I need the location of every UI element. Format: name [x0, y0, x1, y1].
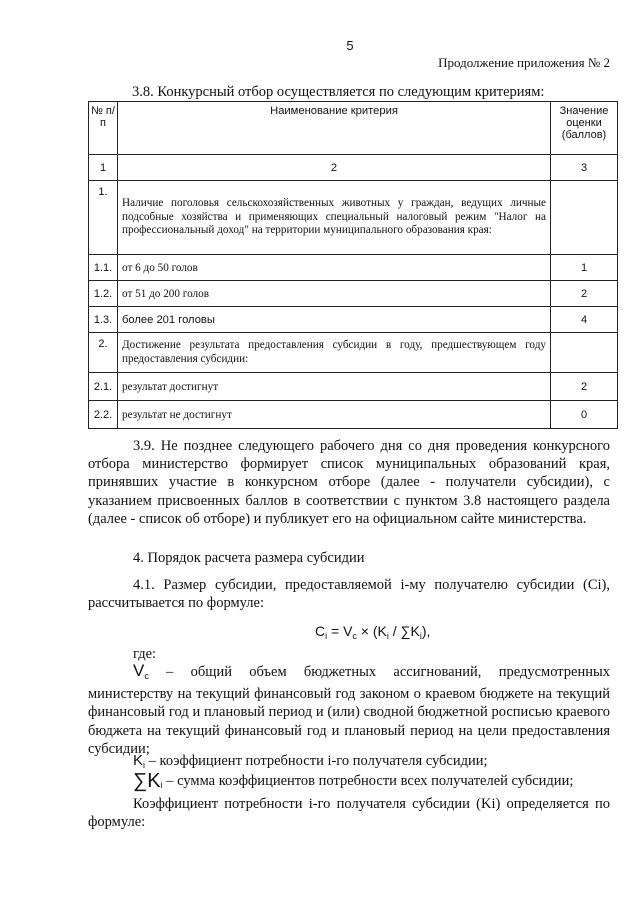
section-4-1-paragraph: 4.1. Размер субсидии, предоставляемой i-му получателю субсидии (Ci), рассчитывается по формуле:: [88, 577, 610, 612]
table-row: [89, 307, 618, 333]
where-label: где:: [133, 646, 157, 662]
table-row: [89, 333, 618, 373]
col-number-3: 3: [551, 155, 618, 181]
vc-symbol-sub: c: [144, 671, 149, 681]
formula-lhs: C: [315, 623, 326, 639]
formula-times-open: × (K: [356, 623, 387, 639]
col-number-1: 1: [89, 155, 118, 181]
row-criterion: Достижение результата предоставления субсидии в году, предшествующем году предоставления субсидии:: [118, 333, 551, 373]
formula-v-sub: c: [352, 631, 357, 641]
vc-definition: [88, 662, 610, 758]
table-row: [89, 181, 618, 255]
row-criterion: от 6 до 50 голов: [118, 255, 551, 281]
sum-definition: [133, 770, 573, 793]
section-3-8-heading: 3.8. Конкурсный отбор осуществляется по следующим критериям:: [132, 84, 545, 100]
row-score: 0: [551, 401, 618, 429]
vc-symbol: V: [133, 661, 145, 680]
table-column-numbers-row: [89, 155, 618, 181]
row-score: 2: [551, 281, 618, 307]
sum-symbol-sub: i: [160, 780, 163, 790]
formula-div-sigma: / ∑: [388, 623, 411, 639]
sum-description: – сумма коэффициентов потребности всех получателей субсидии;: [162, 773, 574, 789]
header-score: Значение оценки (баллов): [551, 102, 618, 155]
row-number: 2.1.: [89, 373, 118, 401]
ki-definition: [133, 752, 488, 770]
row-criterion: Наличие поголовья сельскохозяйственных животных у граждан, ведущих личные подсобные хозяйства и применяющих специальный налоговый режим "Налог на профессиональный доход" на территории муниципального образования края:: [118, 181, 551, 255]
row-number: 1.: [89, 181, 118, 255]
row-number: 2.2.: [89, 401, 118, 429]
formula-k-sub: i: [386, 631, 389, 641]
table-header-row: [89, 102, 618, 155]
formula-lhs-sub: i: [325, 631, 328, 641]
formula-eq: = V: [327, 623, 353, 639]
table-row: [89, 401, 618, 429]
ki-description: – коэффициент потребности i-го получателя субсидии;: [145, 753, 488, 769]
row-criterion: более 201 головы: [118, 307, 551, 333]
formula-close: ),: [421, 623, 431, 639]
row-number: 1.1.: [89, 255, 118, 281]
row-criterion: результат достигнут: [118, 373, 551, 401]
formula-k2-sub: i: [419, 631, 422, 641]
header-criterion-name: Наименование критерия: [118, 102, 551, 155]
row-score: [551, 181, 618, 255]
table-row: [89, 255, 618, 281]
vc-description: – общий объем бюджетных ассигнований, предусмотренных министерству на текущий финансовый год законом о краевом бюджете на текущий финансовый год и плановый период и (или) сводной бюджетной росписью краевого бюджета на текущий финансовый год и плановый период на цели предоставления субсидии;: [88, 664, 610, 757]
section-4-heading: 4. Порядок расчета размера субсидии: [133, 550, 365, 566]
section-3-9-paragraph: 3.9. Не позднее следующего рабочего дня со дня проведения конкурсного отбора министерство формирует список муниципальных образований края, принявших участие в конкурсном отборе (далее - получатели субсидии), с указанием присвоенных баллов в соответствии с пунктом 3.8 настоящего раздела (далее - список об отборе) и публикует его на официальном сайте министерства.: [88, 438, 610, 527]
row-score: 4: [551, 307, 618, 333]
sum-symbol: ∑K: [133, 770, 161, 792]
row-score: 1: [551, 255, 618, 281]
formula-k2: K: [410, 623, 420, 639]
row-number: 1.3.: [89, 307, 118, 333]
col-number-2: 2: [118, 155, 551, 181]
table-row: [89, 373, 618, 401]
page-number: 5: [346, 38, 354, 53]
coefficient-paragraph: Коэффициент потребности i-го получателя субсидии (Ki) определяется по формуле:: [88, 796, 610, 831]
row-criterion: результат не достигнут: [118, 401, 551, 429]
appendix-continuation-label: Продолжение приложения № 2: [438, 55, 610, 70]
row-score: [551, 333, 618, 373]
criteria-table: [88, 101, 618, 429]
ki-symbol-sub: i: [143, 760, 146, 770]
ki-symbol: K: [133, 752, 144, 769]
table-row: [89, 281, 618, 307]
subsidy-formula: [315, 623, 430, 641]
row-number: 2.: [89, 333, 118, 373]
header-number: № п/п: [89, 102, 118, 155]
row-number: 1.2.: [89, 281, 118, 307]
row-criterion: от 51 до 200 голов: [118, 281, 551, 307]
row-score: 2: [551, 373, 618, 401]
